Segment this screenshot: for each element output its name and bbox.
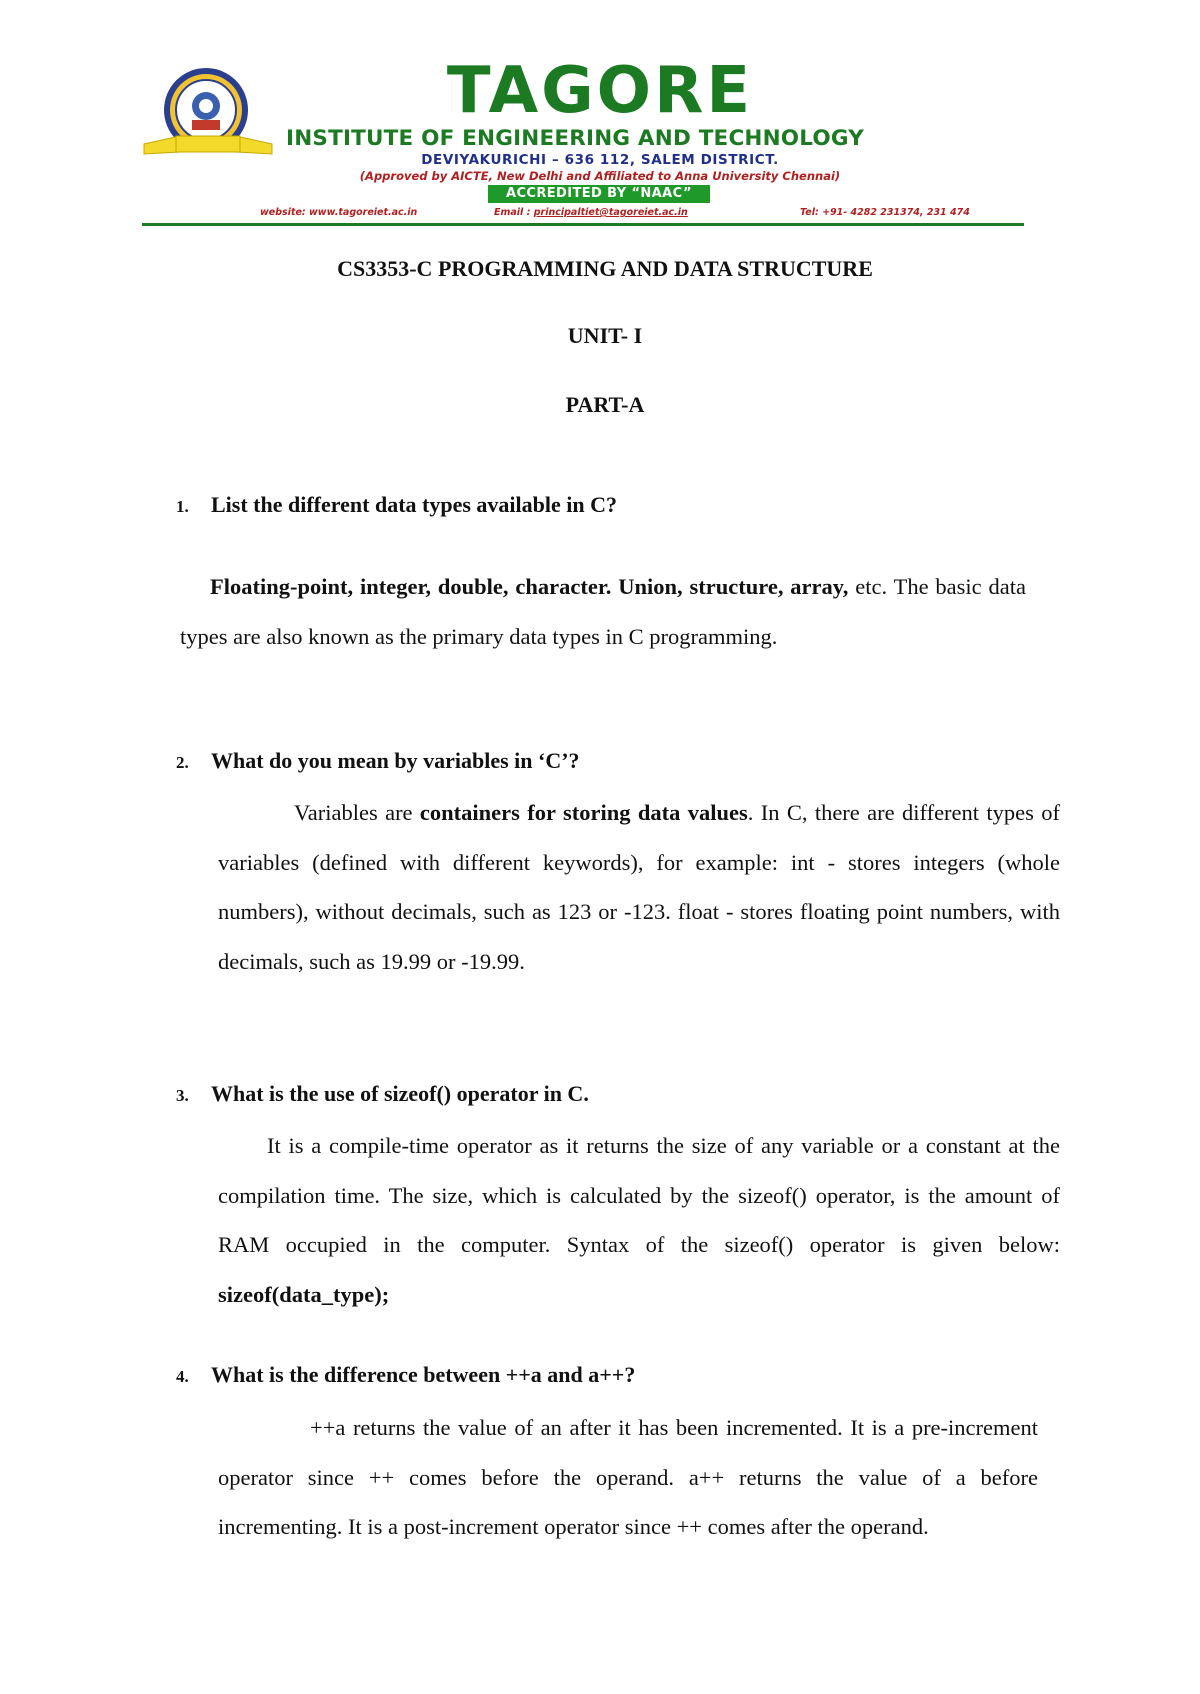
question-text: What is the difference between ++a and a++? <box>211 1362 636 1387</box>
phone-number: +91- 4282 231374, 231 474 <box>822 207 970 218</box>
email-info <box>494 207 688 218</box>
question-number: 2. <box>176 753 189 772</box>
accreditation-badge: ACCREDITED BY “NAAC” <box>488 185 710 203</box>
answer-3 <box>218 1121 1060 1319</box>
answer-1 <box>180 562 1026 661</box>
website-label: website: <box>260 207 306 218</box>
answer-4: ++a returns the value of an after it has been incremented. It is a pre-increment operator since ++ comes before the operand. a++ returns the value of a before incrementing. It is a post-increment operator since ++ comes after the operand. <box>218 1415 1038 1539</box>
answer-bold-text: Floating-point, integer, double, character. Union, structure, array, <box>210 574 849 599</box>
question-4 <box>176 1362 635 1388</box>
question-1 <box>176 492 617 518</box>
answer-text: etc. The basic data types are also known as the primary data types in C programming. <box>180 574 1026 649</box>
question-text: What is the use of sizeof() operator in C. <box>211 1081 589 1106</box>
question-number: 3. <box>176 1086 189 1105</box>
email-link[interactable]: principaltiet@tagoreiet.ac.in <box>533 207 688 218</box>
question-number: 4. <box>176 1367 189 1386</box>
institute-full-name: INSTITUTE OF ENGINEERING AND TECHNOLOGY <box>286 126 865 151</box>
institute-short-name: TAGORE <box>446 54 754 128</box>
answer-text-pre: Variables are <box>294 800 420 825</box>
header-divider <box>142 223 1024 226</box>
approval-line: (Approved by AICTE, New Delhi and Affiliated to Anna University Chennai) <box>359 169 841 183</box>
institute-address: DEVIYAKURICHI – 636 112, SALEM DISTRICT. <box>421 152 779 168</box>
answer-text: It is a compile-time operator as it returns the size of any variable or a constant at the compilation time. The size, which is calculated by the sizeof() operator, is the amount of RAM occupied in the computer. Syntax of the sizeof() operator is given below: <box>218 1133 1060 1257</box>
question-2 <box>176 748 580 774</box>
phone-info <box>800 207 970 218</box>
question-3 <box>176 1081 589 1107</box>
part-title: PART-A <box>565 392 645 417</box>
question-number: 1. <box>176 497 189 516</box>
answer-text: . In C, there are different types of variables (defined with different keywords), for example: int - stores integers (whole numbers), without decimals, such as 123 or -123. float - stores floating point numbers, with decimals, such as 19.99 or -19.99. <box>218 800 1061 974</box>
website-link[interactable]: www.tagoreiet.ac.in <box>309 207 418 218</box>
question-text: List the different data types available in C? <box>211 492 617 517</box>
answer-bold-syntax: sizeof(data_type); <box>218 1281 390 1307</box>
website-info <box>260 207 417 218</box>
email-label: Email : <box>494 207 531 218</box>
course-title: CS3353-C PROGRAMMING AND DATA STRUCTURE <box>337 256 873 281</box>
phone-label: Tel: <box>800 207 819 218</box>
question-text: What do you mean by variables in ‘C’? <box>211 748 580 773</box>
answer-bold-text: containers for storing data values <box>419 800 748 825</box>
answer-2 <box>218 788 1060 986</box>
unit-title: UNIT- I <box>567 323 643 348</box>
